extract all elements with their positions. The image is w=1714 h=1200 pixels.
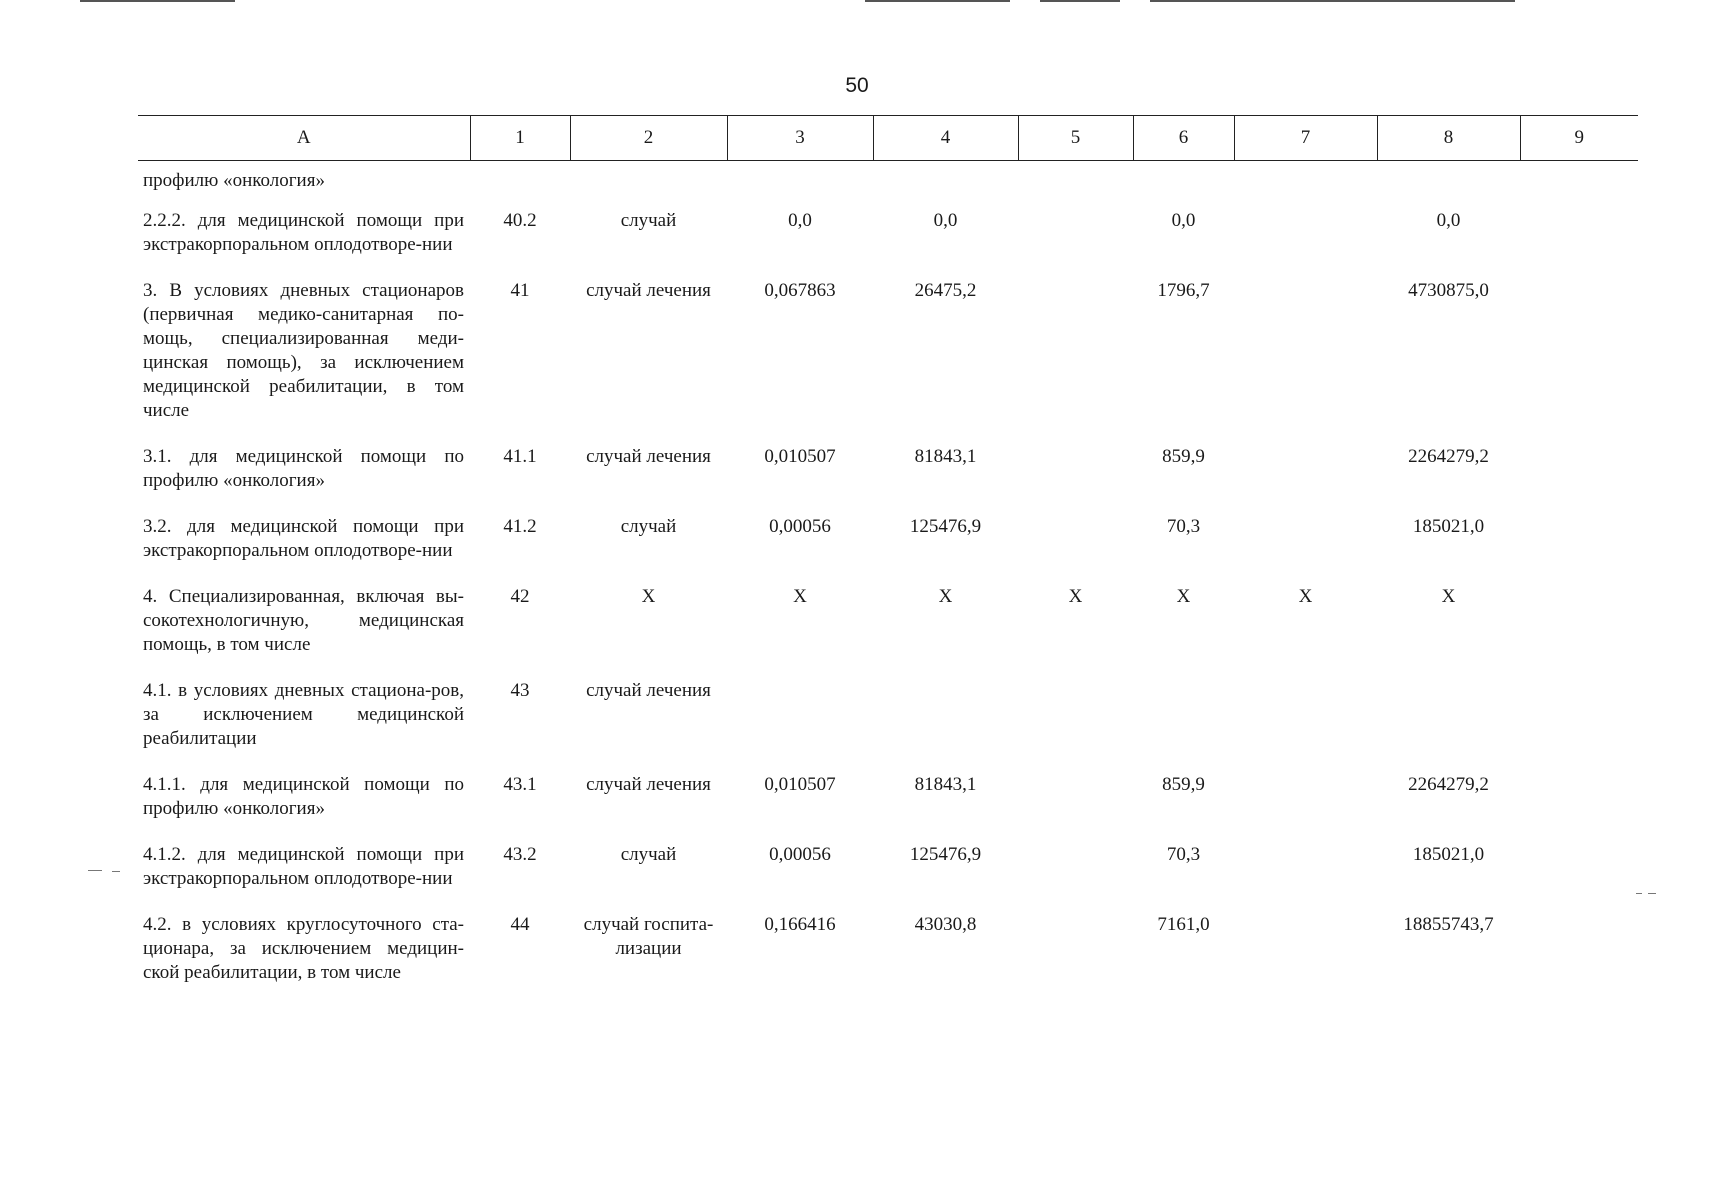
table-cell-col-3: 0,067863 <box>764 280 836 301</box>
table-cell-col-4: Х <box>938 586 953 607</box>
table-cell-col-6: 859,9 <box>1162 774 1205 795</box>
table-cell-col-4: 26475,2 <box>914 280 977 301</box>
table-cell-col-2: случай <box>620 516 677 537</box>
table-cell-col-7 <box>1234 515 1377 585</box>
table-cell-col-7 <box>1234 913 1377 1007</box>
scan-edge-line <box>865 0 1010 2</box>
table-cell-col-2 <box>570 161 727 210</box>
table-cell-col-9 <box>1520 161 1638 210</box>
table-cell-col-6: Х <box>1176 586 1191 607</box>
column-header: 3 <box>727 116 873 161</box>
scan-edge-line <box>1150 0 1515 2</box>
table-row <box>138 585 1638 679</box>
table-cell-col-2: случай лечения <box>586 446 711 467</box>
row-label-cell: 4.1.2. для медицинской помощи при экстракорпоральном оплодотворе-нии <box>143 844 464 889</box>
table-cell-col-2: Х <box>641 586 656 607</box>
table-cell-col-9 <box>1520 773 1638 843</box>
table-cell-col-9 <box>1520 279 1638 445</box>
table-cell-col-6: 859,9 <box>1162 446 1205 467</box>
column-header: 9 <box>1520 116 1638 161</box>
table-cell-col-1: 41.2 <box>503 516 537 537</box>
table-cell-col-4: 43030,8 <box>914 914 977 935</box>
table-cell-col-8: 4730875,0 <box>1408 280 1489 301</box>
table-cell-col-7 <box>1234 679 1377 773</box>
table-cell-col-3: 0,166416 <box>764 914 836 935</box>
table-cell-col-6: 1796,7 <box>1157 280 1210 301</box>
table-cell-col-3: 0,00056 <box>769 844 831 865</box>
table-cell-col-4: 125476,9 <box>909 844 982 865</box>
table-body <box>138 161 1638 1008</box>
table-cell-col-5 <box>1018 913 1133 1007</box>
table-cell-col-2: случай <box>620 844 677 865</box>
table-cell-col-8: Х <box>1441 586 1456 607</box>
scan-margin-mark <box>1648 893 1656 894</box>
table-cell-col-6 <box>1133 679 1234 773</box>
table-cell-col-5 <box>1018 515 1133 585</box>
table-cell-col-5 <box>1018 209 1133 279</box>
table-cell-col-3: 0,0 <box>788 210 812 231</box>
scan-margin-mark <box>112 871 120 872</box>
scan-margin-mark <box>88 870 102 871</box>
table-cell-col-4: 125476,9 <box>909 516 982 537</box>
table-cell-col-4: 81843,1 <box>914 446 977 467</box>
table-row <box>138 515 1638 585</box>
column-header: А <box>138 116 470 161</box>
table-cell-col-2: случай лечения <box>586 280 711 301</box>
table-cell-col-3: Х <box>793 586 807 607</box>
table-cell-col-9 <box>1520 209 1638 279</box>
table-cell-col-8: 185021,0 <box>1412 844 1485 865</box>
row-label-cell: 2.2.2. для медицинской помощи при экстракорпоральном оплодотворе-нии <box>143 210 464 255</box>
table-cell-col-6: 70,3 <box>1166 844 1201 865</box>
row-label-cell: 4. Специализированная, включая вы-сокотехнологичную, медицинская помощь, в том числе <box>143 586 464 655</box>
table-cell-col-1: 40.2 <box>503 210 537 231</box>
table-cell-col-1: 43.1 <box>503 774 537 795</box>
table-cell-col-9 <box>1520 585 1638 679</box>
table-cell-col-1 <box>470 161 570 210</box>
table-cell-col-8: 2264279,2 <box>1408 774 1489 795</box>
table-cell-col-5 <box>1018 445 1133 515</box>
table-cell-col-9 <box>1520 913 1638 1007</box>
table-row <box>138 913 1638 1007</box>
table-cell-col-7 <box>1234 209 1377 279</box>
table-row <box>138 209 1638 279</box>
table-cell-col-7 <box>1234 161 1377 210</box>
table-cell-col-2: случай лечения <box>586 680 711 701</box>
table-row <box>138 279 1638 445</box>
table-cell-col-7 <box>1234 279 1377 445</box>
table-cell-col-8: 2264279,2 <box>1408 446 1489 467</box>
table-cell-col-1: 41.1 <box>503 446 537 467</box>
row-label-cell: 3. В условиях дневных стационаров (первичная медико-санитарная по-мощь, специализированная меди-цинская помощь), за исключением медицинской реабилитации, в том числе <box>143 280 464 421</box>
table-cell-col-7: Х <box>1298 586 1313 607</box>
table-cell-col-9 <box>1520 843 1638 913</box>
table-cell-col-4: 0,0 <box>933 210 958 231</box>
table-cell-col-1: 44 <box>510 914 530 935</box>
table-cell-col-3: 0,010507 <box>764 446 836 467</box>
column-header: 5 <box>1018 116 1133 161</box>
table-cell-col-6 <box>1133 161 1234 210</box>
table-cell-col-2: случай госпита-лизации <box>583 914 714 959</box>
table-row <box>138 445 1638 515</box>
table-row <box>138 843 1638 913</box>
table-cell-col-6: 70,3 <box>1166 516 1201 537</box>
table-cell-col-1: 41 <box>510 280 530 301</box>
column-header: 7 <box>1234 116 1377 161</box>
table-cell-col-5 <box>1018 161 1133 210</box>
table-row <box>138 773 1638 843</box>
column-header: 1 <box>470 116 570 161</box>
table-cell-col-2: случай <box>620 210 677 231</box>
table-cell-col-6: 7161,0 <box>1157 914 1210 935</box>
scan-edge-line <box>1040 0 1120 2</box>
table-cell-col-9 <box>1520 679 1638 773</box>
table-cell-col-9 <box>1520 445 1638 515</box>
row-label-cell: 3.2. для медицинской помощи при экстракорпоральном оплодотворе-нии <box>143 516 464 561</box>
page-number: 50 <box>845 74 869 97</box>
table-cell-col-1: 43.2 <box>503 844 537 865</box>
row-label-cell: 4.1.1. для медицинской помощи по профилю «онкология» <box>143 774 464 819</box>
table-cell-col-5 <box>1018 679 1133 773</box>
row-label-cell: 3.1. для медицинской помощи по профилю «онкология» <box>143 446 464 491</box>
table-row <box>138 679 1638 773</box>
table-cell-col-6: 0,0 <box>1171 210 1196 231</box>
column-header: 2 <box>570 116 727 161</box>
column-header: 4 <box>873 116 1018 161</box>
data-table <box>138 115 1638 1007</box>
table-cell-col-5 <box>1018 279 1133 445</box>
table-cell-col-4 <box>873 679 1018 773</box>
table-row <box>138 161 1638 210</box>
table-cell-col-5: Х <box>1068 586 1083 607</box>
table-cell-col-7 <box>1234 445 1377 515</box>
table-cell-col-3: 0,010507 <box>764 774 836 795</box>
table-cell-col-3: 0,00056 <box>769 516 831 537</box>
table-cell-col-7 <box>1234 843 1377 913</box>
table-cell-col-8: 185021,0 <box>1412 516 1485 537</box>
column-header: 8 <box>1377 116 1520 161</box>
table-cell-col-8: 18855743,7 <box>1403 914 1494 935</box>
table-cell-col-7 <box>1234 773 1377 843</box>
table-cell-col-4 <box>873 161 1018 210</box>
table-cell-col-8 <box>1377 679 1520 773</box>
table-cell-col-5 <box>1018 773 1133 843</box>
table-cell-col-1: 43 <box>510 680 530 701</box>
column-header: 6 <box>1133 116 1234 161</box>
table-cell-col-5 <box>1018 843 1133 913</box>
table-cell-col-9 <box>1520 515 1638 585</box>
row-label-cell: 4.2. в условиях круглосуточного ста-ционара, за исключением медицин-ской реабилитации, в том числе <box>143 914 464 983</box>
table-cell-col-8: 0,0 <box>1436 210 1461 231</box>
table-cell-col-1: 42 <box>510 586 530 607</box>
table-cell-col-2: случай лечения <box>586 774 711 795</box>
header-row <box>138 116 1638 161</box>
scan-edge-line <box>80 0 235 2</box>
table-cell-col-3 <box>727 161 873 210</box>
row-label-cell: 4.1. в условиях дневных стациона-ров, за исключением медицинской реабилитации <box>143 680 464 749</box>
table-cell-col-3 <box>727 679 873 773</box>
row-label-cell: профилю «онкология» <box>143 170 325 191</box>
table-cell-col-4: 81843,1 <box>914 774 977 795</box>
table-cell-col-8 <box>1377 161 1520 210</box>
